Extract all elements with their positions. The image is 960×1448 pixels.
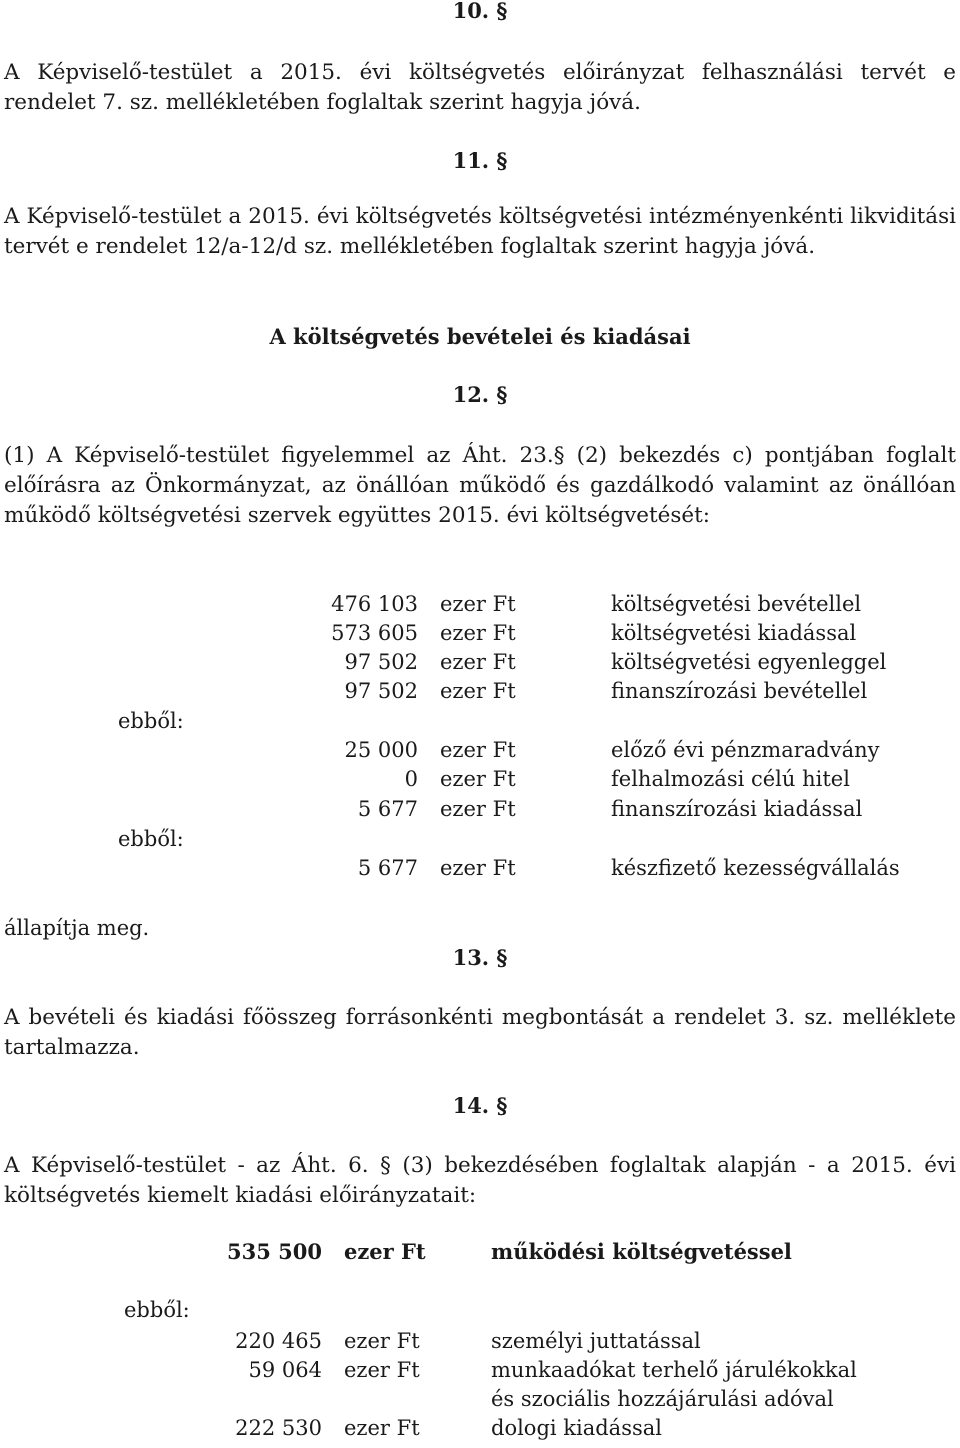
budget-unit: ezer Ft bbox=[440, 679, 516, 703]
budget-amount: 573 605 bbox=[331, 621, 418, 645]
expense-unit: ezer Ft bbox=[344, 1329, 420, 1353]
budget-unit: ezer Ft bbox=[440, 797, 516, 821]
budget-subtitle: A költségvetés bevételei és kiadásai bbox=[269, 324, 691, 349]
budget-desc: finanszírozási bevétellel bbox=[611, 679, 868, 703]
budget-amount: 25 000 bbox=[344, 738, 418, 762]
budget-amount: 97 502 bbox=[344, 650, 418, 674]
ebbol-label: ebből: bbox=[118, 709, 184, 733]
budget-unit: ezer Ft bbox=[440, 621, 516, 645]
section-14-text: A Képviselő-testület - az Áht. 6. § (3) bekezdésében foglaltak alapján - a 2015. évi költségvetés kiemelt kiadási előirányzatait: bbox=[4, 1153, 956, 1208]
budget-desc: költségvetési egyenleggel bbox=[611, 650, 887, 674]
section-11-heading: 11. § bbox=[452, 148, 508, 173]
budget-desc: finanszírozási kiadással bbox=[611, 797, 863, 821]
budget-unit: ezer Ft bbox=[440, 738, 516, 762]
budget-unit: ezer Ft bbox=[440, 650, 516, 674]
budget-amount: 476 103 bbox=[331, 592, 418, 616]
expense-desc: és szociális hozzájárulási adóval bbox=[491, 1387, 834, 1411]
budget-desc: költségvetési kiadással bbox=[611, 621, 857, 645]
budget-amount: 5 677 bbox=[357, 856, 418, 880]
section-10-heading: 10. § bbox=[452, 0, 508, 23]
expense-amount: 222 530 bbox=[235, 1416, 322, 1440]
expense-desc: munkaadókat terhelő járulékokkal bbox=[491, 1358, 857, 1382]
expense-desc: személyi juttatással bbox=[491, 1329, 701, 1353]
section-14-heading: 14. § bbox=[452, 1093, 508, 1118]
budget-amount: 5 677 bbox=[357, 797, 418, 821]
expense-amount: 535 500 bbox=[227, 1239, 322, 1264]
ebbol-label: ebből: bbox=[124, 1298, 190, 1322]
budget-amount: 97 502 bbox=[344, 679, 418, 703]
budget-unit: ezer Ft bbox=[440, 767, 516, 791]
expense-amount: 59 064 bbox=[248, 1358, 322, 1382]
budget-desc: előző évi pénzmaradvány bbox=[611, 738, 880, 762]
section-10-text: A Képviselő-testület a 2015. évi költségvetés előirányzat felhasználási tervét e rendelet 7. sz. mellékletében foglaltak szerint hagyja jóvá. bbox=[4, 60, 956, 115]
ebbol-label: ebből: bbox=[118, 827, 184, 851]
expense-desc: dologi kiadással bbox=[491, 1416, 662, 1440]
expense-desc: működési költségvetéssel bbox=[491, 1239, 792, 1264]
section-13-heading: 13. § bbox=[452, 945, 508, 970]
budget-desc: készfizető kezességvállalás bbox=[611, 856, 900, 880]
section-12-heading: 12. § bbox=[452, 382, 508, 407]
budget-unit: ezer Ft bbox=[440, 856, 516, 880]
section-12-closing: állapítja meg. bbox=[4, 916, 150, 940]
section-11-text: A Képviselő-testület a 2015. évi költségvetés költségvetési intézményenkénti likviditási tervét e rendelet 12/a-12/d sz. mellékletében foglaltak szerint hagyja jóvá. bbox=[4, 204, 956, 259]
section-13-text: A bevételi és kiadási főösszeg forrásonkénti megbontását a rendelet 3. sz. melléklete tartalmazza. bbox=[4, 1005, 956, 1060]
expense-amount: 220 465 bbox=[235, 1329, 322, 1353]
budget-desc: költségvetési bevétellel bbox=[611, 592, 862, 616]
budget-desc: felhalmozási célú hitel bbox=[611, 767, 850, 791]
section-12-text: (1) A Képviselő-testület figyelemmel az Áht. 23.§ (2) bekezdés c) pontjában foglalt előírásra az Önkormányzat, az önállóan működő és gazdálkodó valamint az önállóan működő költségvetési szervek együttes 2015. évi költségvetését: bbox=[4, 443, 956, 528]
expense-unit: ezer Ft bbox=[344, 1239, 426, 1264]
budget-amount: 0 bbox=[404, 767, 418, 791]
expense-unit: ezer Ft bbox=[344, 1358, 420, 1382]
budget-unit: ezer Ft bbox=[440, 592, 516, 616]
expense-unit: ezer Ft bbox=[344, 1416, 420, 1440]
